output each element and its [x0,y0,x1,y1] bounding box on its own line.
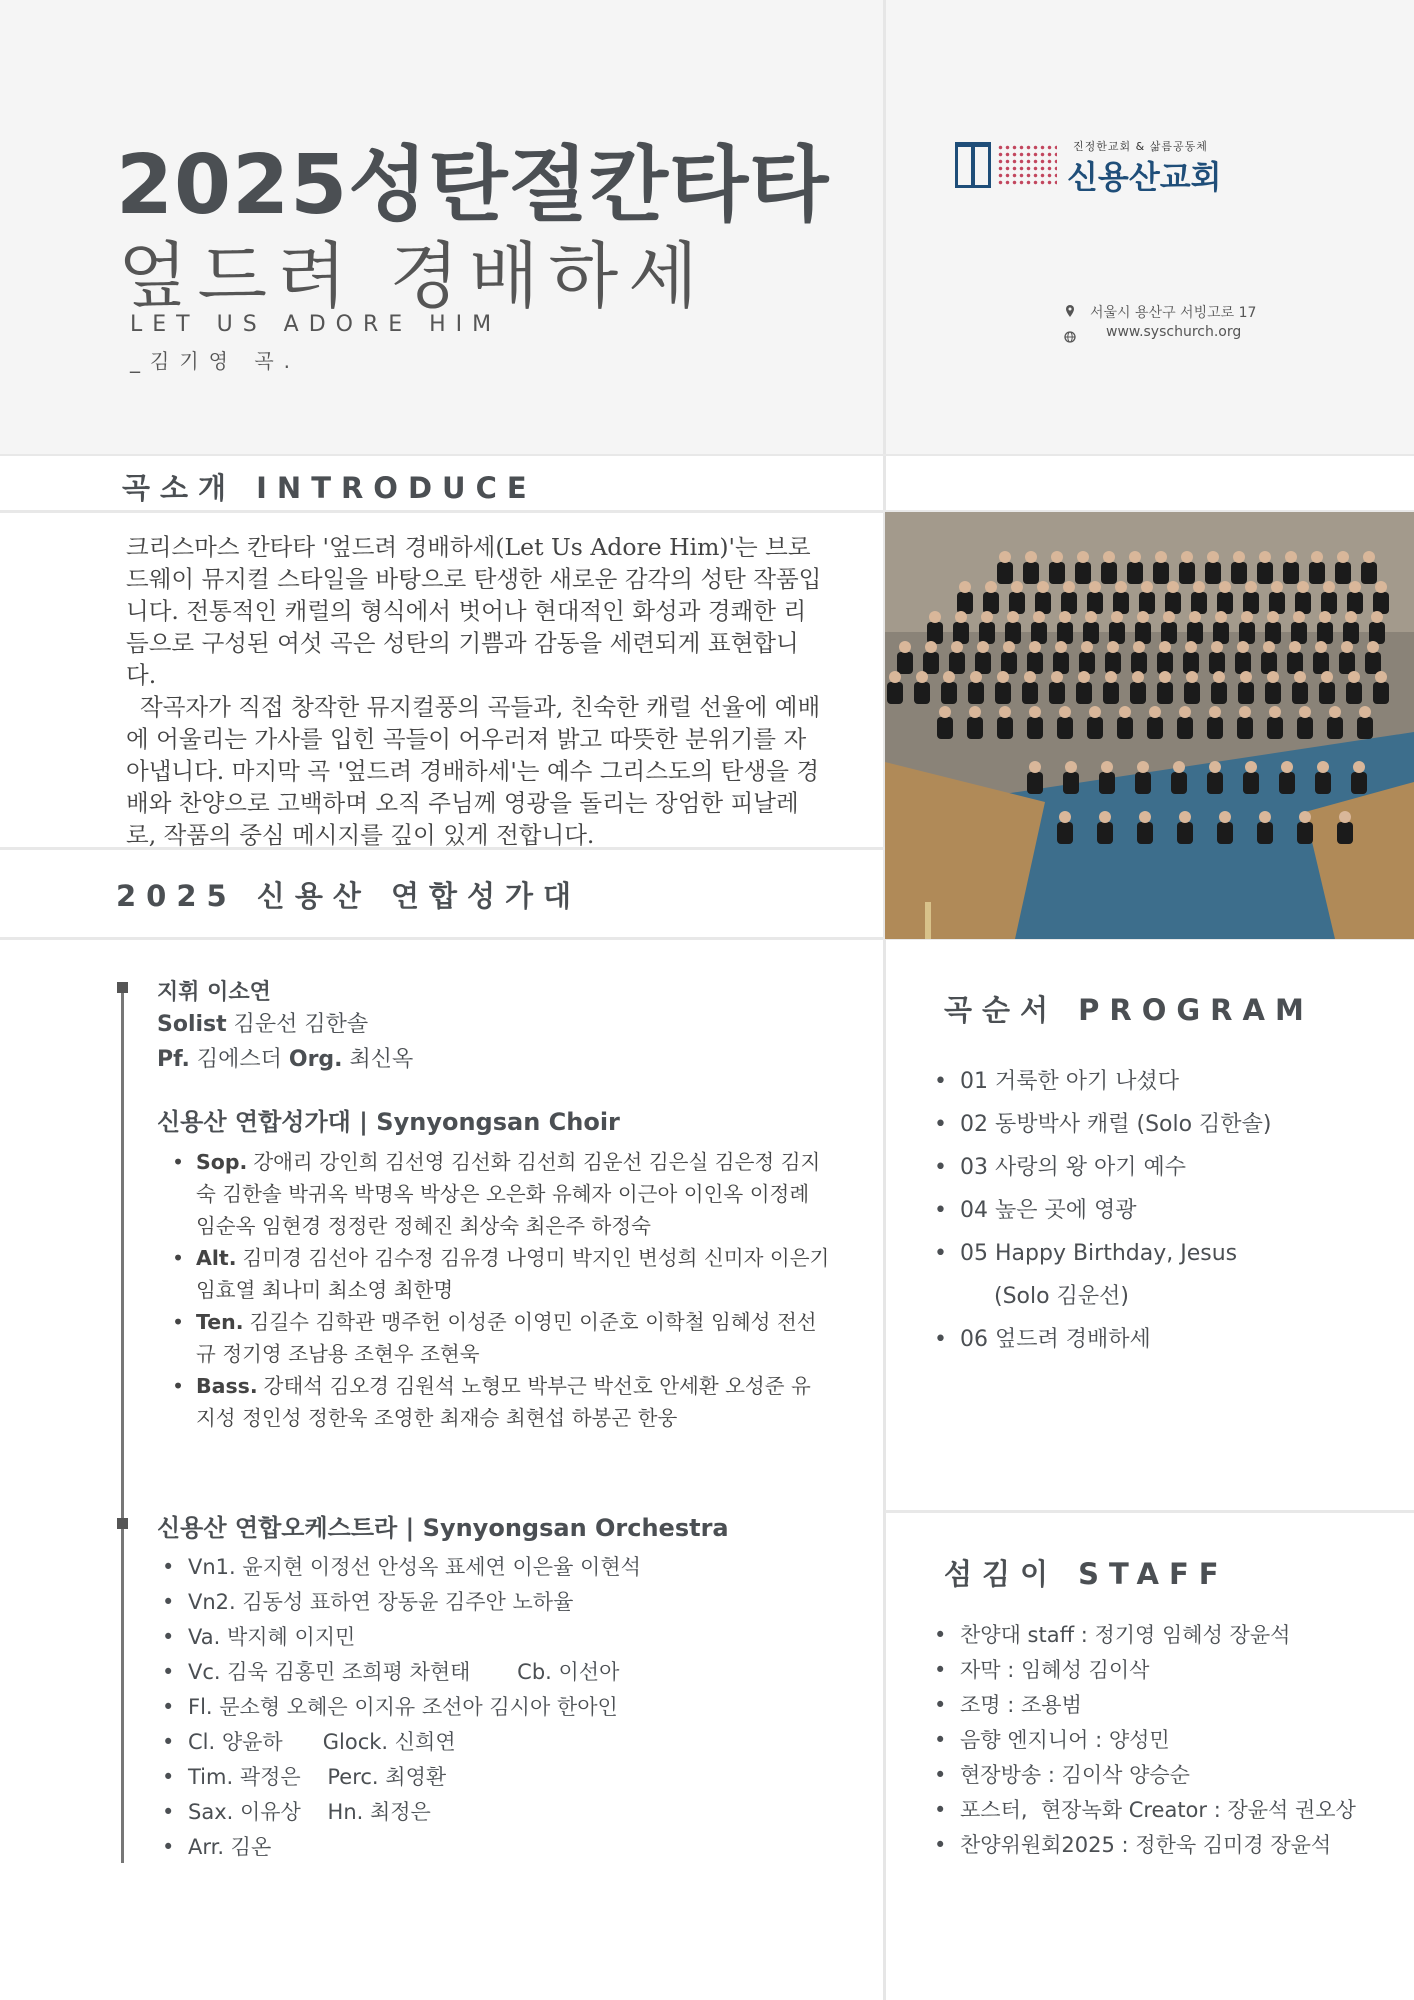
choir-title: 신용산 연합성가대 | Synyongsan Choir [157,1108,620,1136]
page-title: 2025성탄절칸타타 [116,138,830,233]
church-logo [955,138,1255,194]
list-item: • 04 높은 곳에 영광 [932,1189,1271,1232]
church-name: 신용산교회 [1067,158,1222,196]
list-item: • Vc. 김욱 김홍민 조희평 차현태 Cb. 이선아 [160,1655,641,1690]
list-item: • Tim. 곽정은 Perc. 최영환 [160,1760,641,1795]
list-item: • Arr. 김온 [160,1830,641,1865]
church-address: 서울시 용산구 서빙고로 17 [1090,305,1257,321]
program-heading: 곡순서 PROGRAM [944,993,1314,1027]
introduce-heading: 곡소개 INTRODUCE [122,471,537,505]
column-divider [883,0,886,2000]
list-item: • 자막 : 임혜성 김이삭 [932,1653,1356,1688]
timeline-marker [117,982,128,993]
list-item [170,1370,830,1434]
staff-heading: 섬김이 STAFF [944,1557,1229,1591]
part-label: Bass. [196,1374,258,1398]
list-item [170,1242,830,1306]
list-item: • 01 거룩한 아기 나셨다 [932,1060,1271,1103]
church-logo-dots-icon [997,144,1057,186]
part-label: Sop. [196,1150,248,1174]
list-item: • 현장방송 : 김이삭 양승순 [932,1758,1356,1793]
org-name: 최신옥 [349,1047,414,1072]
org-label: Org. [288,1047,343,1072]
church-tagline: 진정한교회 & 삶름공동체 [1073,140,1208,153]
list-item: • 조명 : 조용범 [932,1688,1356,1723]
part-members: 강태석 김오경 김원석 노형모 박부근 박선호 안세환 오성준 유지성 정인성 정한욱 조영한 최재승 최현섭 하봉곤 한웅 [196,1374,811,1430]
solist-label: Solist [157,1012,227,1037]
timeline-line [121,988,124,1863]
pf-label: Pf. [157,1047,190,1072]
accompanist-credit [157,1042,413,1073]
solist-names: 김운선 김한솔 [233,1012,369,1037]
conductor: 지휘 이소연 [157,980,271,1005]
list-item: • 02 동방박사 캐럴 (Solo 김한솔) [932,1103,1271,1146]
list-item: • Fl. 문소형 오혜은 이지유 조선아 김시아 한아인 [160,1690,641,1725]
orchestra-list [160,1550,641,1865]
church-website[interactable]: www.syschurch.org [1106,324,1242,340]
list-item: • Cl. 양윤하 Glock. 신희연 [160,1725,641,1760]
choir-parts-list [170,1146,830,1434]
part-members: 김미경 김선아 김수정 김유경 나영미 박지인 변성희 신미자 이은기 임효열 최나미 최소영 최한명 [196,1246,830,1302]
english-title: LET US ADORE HIM [130,312,502,337]
part-label: Ten. [196,1310,244,1334]
part-members: 강애리 강인희 김선영 김선화 김선희 김운선 김은실 김은정 김지숙 김한솔 박귀옥 박명옥 박상은 오은화 유혜자 이근아 이인옥 이정례 임순옥 임현경 정정란 정혜진 최상숙 최은주 하정숙 [196,1150,821,1238]
introduce-text [126,531,824,851]
list-item: • Sax. 이유상 Hn. 최정은 [160,1795,641,1830]
conductor-credit [157,975,271,1006]
list-item: • 05 Happy Birthday, Jesus [932,1232,1271,1275]
pf-name: 김에스더 [196,1047,282,1072]
divider [0,454,1414,456]
list-item: • Vn1. 윤지현 이정선 안성옥 표세연 이은율 이현석 [160,1550,641,1585]
solist-credit [157,1007,368,1038]
globe-icon [1063,330,1077,344]
list-item-continuation: (Solo 김운선) [994,1284,1129,1309]
introduce-paragraph: 크리스마스 칸타타 '엎드려 경배하세(Let Us Adore Him)'는 브로드웨이 뮤지컬 스타일을 바탕으로 탄생한 새로운 감각의 성탄 작품입니다. 전통적인 캐럴의 형식에서 벗어나 현대적인 화성과 경쾌한 리듬으로 구성된 여섯 곡은 성탄의 기쁨과 감동을 세련되게 표현합니다. [126,533,822,689]
divider [885,1510,1414,1513]
list-item: • 음향 엔지니어 : 양성민 [932,1723,1356,1758]
list-item: • 찬양대 staff : 정기영 임혜성 장윤석 [932,1618,1356,1653]
page-subtitle: 엎드려 경배하세 [118,234,708,318]
orchestra-title: 신용산 연합오케스트라 | Synyongsan Orchestra [157,1514,729,1542]
location-pin-icon [1063,304,1077,318]
part-label: Alt. [196,1246,237,1270]
list-item [170,1306,830,1370]
list-item: • 찬양위원회2025 : 정한욱 김미경 장윤석 [932,1828,1356,1863]
list-item: • 06 엎드려 경배하세 [932,1318,1271,1361]
choir-photo-image [885,512,1414,939]
staff-list [932,1618,1356,1863]
choir-section-heading: 2025 신용산 연합성가대 [116,879,582,913]
church-logo-mark-icon [955,142,991,188]
list-item: • Vn2. 김동성 표하연 장동윤 김주안 노하율 [160,1585,641,1620]
choir-photo [885,512,1414,939]
list-item: • 03 사랑의 왕 아기 예수 [932,1146,1271,1189]
timeline-marker [117,1518,128,1529]
introduce-paragraph: 작곡자가 직접 창작한 뮤지컬풍의 곡들과, 친숙한 캐럴 선율에 예배에 어울리는 가사를 입힌 곡들이 어우러져 밝고 따뜻한 분위기를 자아냅니다. 마지막 곡 '엎드려 경배하세'는 예수 그리스도의 탄생을 경배와 찬양으로 고백하며 오직 주님께 영광을 돌리는 장엄한 피날레로, 작품의 중심 메시지를 깊이 있게 전합니다. [126,693,821,849]
list-item: • Va. 박지혜 이지민 [160,1620,641,1655]
list-item [170,1146,830,1242]
list-item: • 포스터, 현장녹화 Creator : 장윤석 권오상 [932,1793,1356,1828]
part-members: 김길수 김학관 맹주헌 이성준 이영민 이준호 이학철 임혜성 전선규 정기영 조남용 조현우 조현욱 [196,1310,817,1366]
program-list [932,1060,1271,1361]
composer-credit: _김기영 곡. [130,349,300,373]
